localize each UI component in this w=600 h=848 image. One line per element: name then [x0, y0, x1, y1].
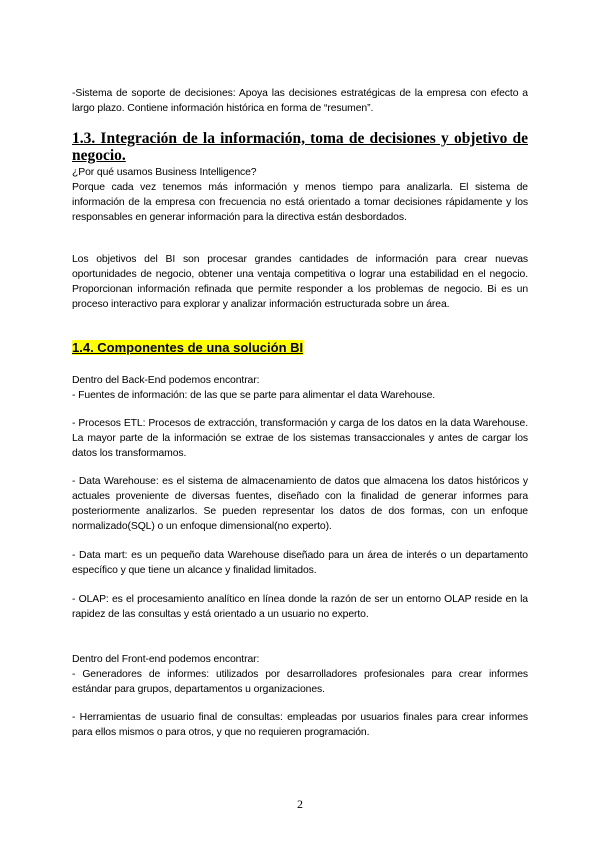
- frontend-herramientas: - Herramientas de usuario final de consultas: empleadas por usuarios finales para crear informes para ellos mismos o para otros, y que no requieren programación.: [72, 712, 528, 738]
- frontend-intro-line: Dentro del Front-end podemos encontrar:: [72, 654, 260, 665]
- backend-olap: - OLAP: es el procesamiento analítico en línea donde la razón de ser un entorno OLAP reside en la rapidez de las consultas y está orientado a un usuario no experto.: [72, 594, 528, 620]
- backend-data-warehouse: - Data Warehouse: es el sistema de almacenamiento de datos que almacena los datos históricos y actuales proveniente de diversas fuentes, diseñado con la finalidad de generar informes para posteriormente analizarlos. Se pueden representar los datos de dos formas, con un enfoque normalizado(SQL) o un enfoque dimensional(no experto).: [72, 476, 528, 532]
- frontend-intro: [72, 652, 528, 697]
- frontend-generadores: - Generadores de informes: utilizados por desarrolladores profesionales para crear informes estándar para grupos, departamentos u organizaciones.: [72, 669, 528, 695]
- backend-etl: - Procesos ETL: Procesos de extracción, transformación y carga de los datos en la data Warehouse. La mayor parte de la información se extrae de los sistemas transaccionales y antes de cargar los datos los transformamos.: [72, 418, 528, 459]
- paragraph-objetivos-bi: Los objetivos del BI son procesar grandes cantidades de información para crear nuevas oportunidades de negocio, obtener una ventaja competitiva o lograr una estabilidad en el negocio. Proporcionan información refinada que permite responder a los problemas de negocio. Bi es un proceso interactivo para explorar y analizar información estructurada sobre un área.: [72, 254, 528, 310]
- question-line: ¿Por qué usamos Business Intelligence?: [72, 167, 257, 178]
- por-que-bi-body: Porque cada vez tenemos más información y menos tiempo para analizarla. El sistema de información de la empresa con frecuencia no está orientado a tomar decisiones rápidamente y los responsables en generar información para la directiva están desbordados.: [72, 182, 528, 223]
- backend-intro: [72, 373, 528, 403]
- backend-data-mart: - Data mart: es un pequeño data Warehouse diseñado para un área de interés o un departamento específico y que tiene un alcance y finalidad limitados.: [72, 550, 528, 576]
- page-number: 2: [297, 797, 303, 811]
- heading-1-4-text: 1.4. Componentes de una solución BI: [72, 340, 304, 355]
- paragraph-sistema-soporte: -Sistema de soporte de decisiones: Apoya las decisiones estratégicas de la empresa con efecto a largo plazo. Contiene información histórica en forma de “resumen”.: [72, 88, 528, 114]
- backend-fuentes: - Fuentes de información: de las que se parte para alimentar el data Warehouse.: [72, 390, 436, 401]
- backend-intro-line: Dentro del Back-End podemos encontrar:: [72, 375, 260, 386]
- paragraph-por-que-bi: [72, 165, 528, 225]
- heading-1-3: 1.3. Integración de la información, toma de decisiones y objetivo de negocio.: [72, 130, 528, 164]
- heading-1-4: [72, 340, 528, 356]
